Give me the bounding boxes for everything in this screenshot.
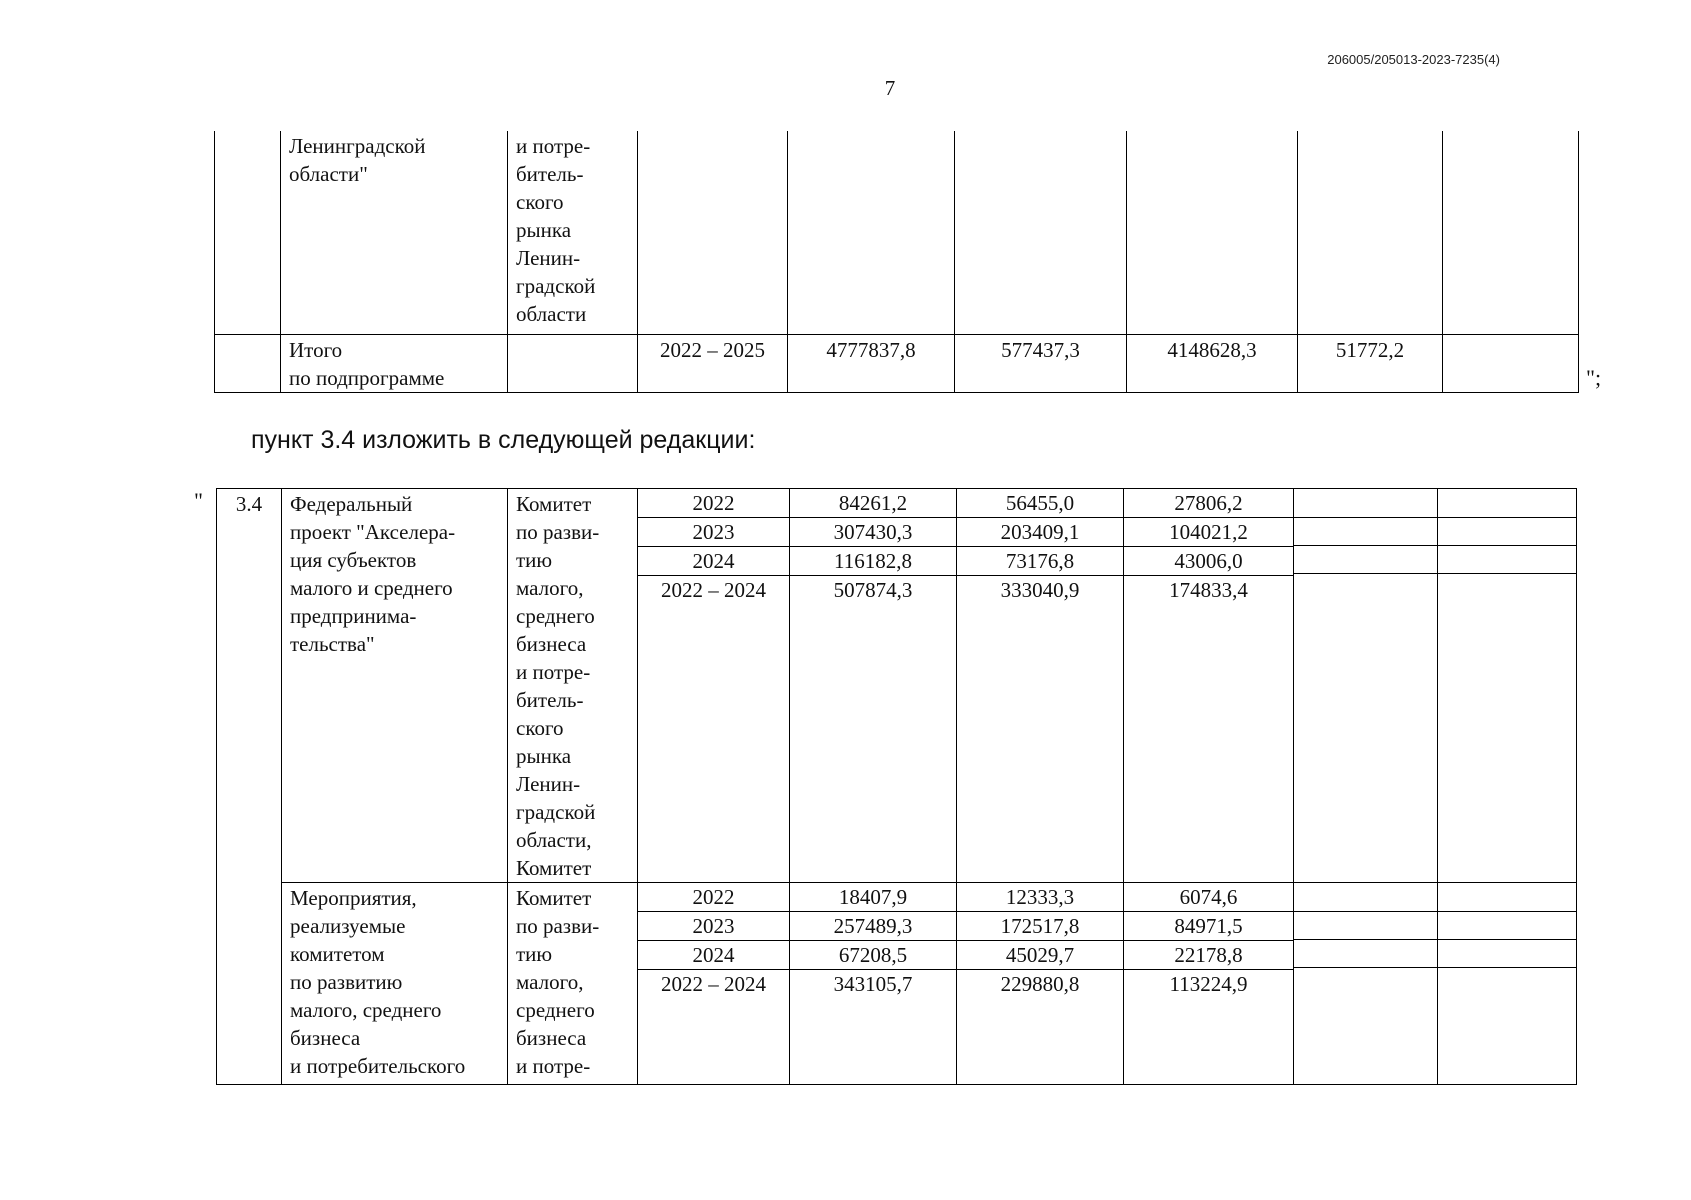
- cell-other: [1443, 334, 1579, 392]
- total-period: 507874,3: [833, 578, 913, 602]
- year-2022: 2022: [638, 489, 789, 518]
- cell-other: [1438, 883, 1577, 1085]
- cell-total: [788, 131, 955, 334]
- cell-number: [215, 334, 281, 392]
- regional-period: 113224,9: [1169, 972, 1248, 996]
- regional-2023: 104021,2: [1124, 518, 1293, 547]
- federal-2022: 12333,3: [957, 883, 1123, 912]
- cell-regional: [1124, 489, 1294, 883]
- cell-totals: [790, 489, 957, 883]
- cell-name: Федеральный проект "Акселера- ция субъектов малого и среднего предпринима- тельства": [282, 489, 508, 883]
- total-2022: 84261,2: [790, 489, 956, 518]
- cell-federal: [957, 883, 1124, 1085]
- cell-local: 51772,2: [1298, 334, 1443, 392]
- cell-other: [1438, 489, 1577, 883]
- regional-2022: 6074,6: [1124, 883, 1293, 912]
- year-2024: 2024: [638, 941, 789, 970]
- year-period: 2022 – 2024: [661, 578, 766, 602]
- cell-total-label: Итого по подпрограмме: [281, 334, 508, 392]
- instruction-paragraph: пункт 3.4 изложить в следующей редакции:: [251, 426, 756, 454]
- cell-item-number: 3.4: [217, 489, 282, 1085]
- cell-name: Мероприятия, реализуемые комитетом по развитию малого, среднего бизнеса и потребительского: [282, 883, 508, 1085]
- federal-2024: 45029,7: [957, 941, 1123, 970]
- total-2024: 67208,5: [790, 941, 956, 970]
- opening-quote: ": [194, 488, 203, 513]
- cell-other: [1443, 131, 1579, 334]
- table-bottom: [216, 488, 1577, 1085]
- regional-2024: 43006,0: [1124, 547, 1293, 576]
- cell-executor: Комитет по разви- тию малого, среднего бизнеса и потре- битель- ского рынка Ленин- градской области, Комитет: [508, 489, 638, 883]
- cell-federal: 577437,3: [955, 334, 1127, 392]
- cell-regional: [1127, 131, 1298, 334]
- cell-totals: [790, 883, 957, 1085]
- regional-2024: 22178,8: [1124, 941, 1293, 970]
- cell-total: 4777837,8: [788, 334, 955, 392]
- table-row-block2: [217, 883, 1577, 1085]
- cell-federal: [955, 131, 1127, 334]
- cell-local: [1294, 489, 1438, 883]
- federal-2023: 172517,8: [957, 912, 1123, 941]
- cell-period: 2022 – 2025: [638, 334, 788, 392]
- year-period: 2022 – 2024: [661, 972, 766, 996]
- cell-local: [1294, 883, 1438, 1085]
- federal-period: 229880,8: [1000, 972, 1080, 996]
- federal-period: 333040,9: [1000, 578, 1080, 602]
- cell-name: Ленинградской области": [281, 131, 508, 334]
- cell-local: [1298, 131, 1443, 334]
- cell-executor: и потре- битель- ского рынка Ленин- градской области: [508, 131, 638, 334]
- year-2024: 2024: [638, 547, 789, 576]
- cell-period: [638, 131, 788, 334]
- cell-regional: [1124, 883, 1294, 1085]
- year-2023: 2023: [638, 912, 789, 941]
- cell-years: [638, 883, 790, 1085]
- total-2024: 116182,8: [790, 547, 956, 576]
- federal-2022: 56455,0: [957, 489, 1123, 518]
- total-2023: 307430,3: [790, 518, 956, 547]
- year-2022: 2022: [638, 883, 789, 912]
- regional-period: 174833,4: [1169, 578, 1248, 602]
- total-period: 343105,7: [833, 972, 913, 996]
- table-row-block1: [217, 489, 1577, 883]
- federal-2024: 73176,8: [957, 547, 1123, 576]
- cell-years: [638, 489, 790, 883]
- closing-quote: ";: [1586, 365, 1602, 390]
- regional-2022: 27806,2: [1124, 489, 1293, 518]
- cell-executor: Комитет по разви- тию малого, среднего бизнеса и потре-: [508, 883, 638, 1085]
- cell-number: [215, 131, 281, 334]
- cell-executor: [508, 334, 638, 392]
- regional-2023: 84971,5: [1124, 912, 1293, 941]
- year-2023: 2023: [638, 518, 789, 547]
- document-id: 206005/205013-2023-7235(4): [1327, 52, 1500, 67]
- federal-2023: 203409,1: [957, 518, 1123, 547]
- table-row-total: [215, 334, 1579, 392]
- page-number: 7: [884, 76, 896, 100]
- table-row-continuation: [215, 131, 1579, 334]
- table-top: [214, 131, 1579, 393]
- cell-regional: 4148628,3: [1127, 334, 1298, 392]
- cell-federal: [957, 489, 1124, 883]
- total-2022: 18407,9: [790, 883, 956, 912]
- total-2023: 257489,3: [790, 912, 956, 941]
